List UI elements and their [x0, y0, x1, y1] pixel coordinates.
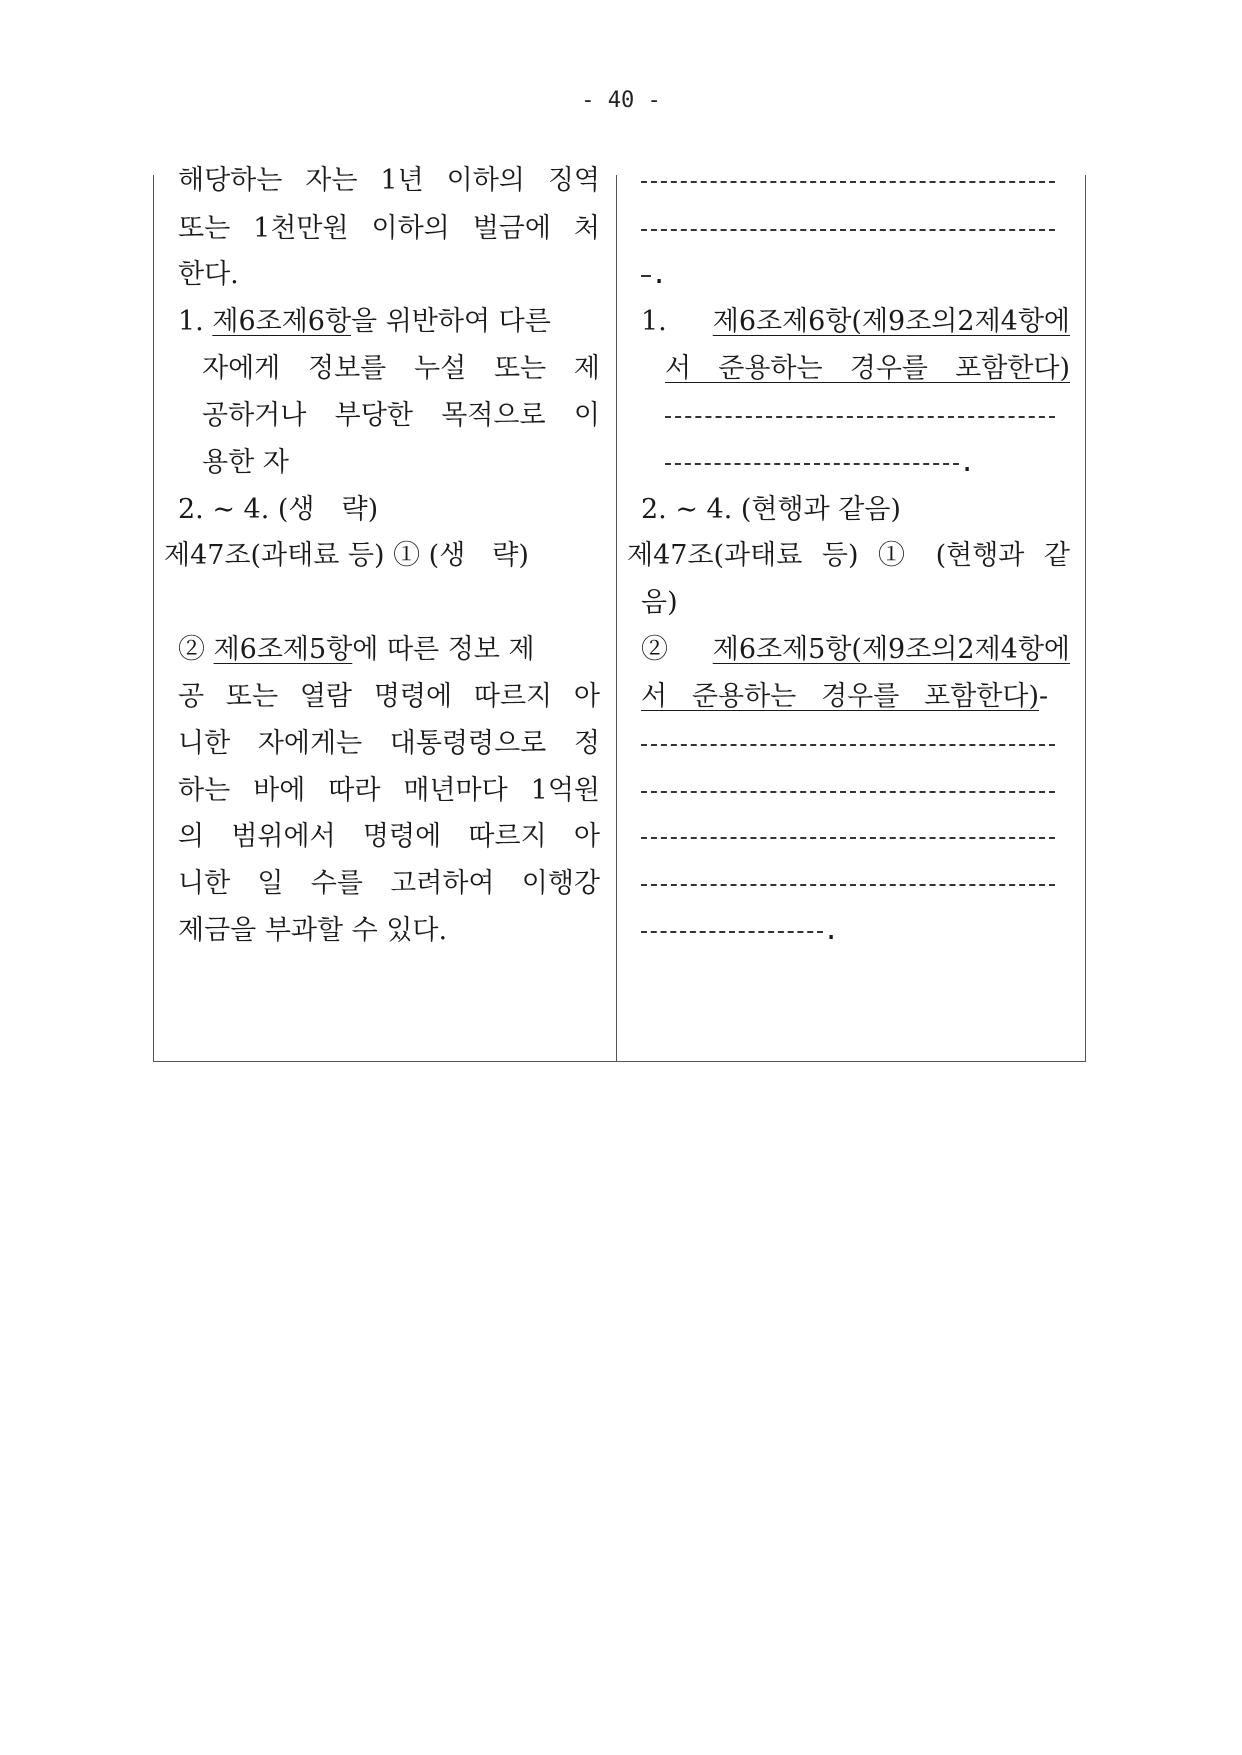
same-as-current-dashes	[641, 203, 1055, 255]
same-as-current-dashes	[665, 437, 975, 489]
current-law-column	[154, 165, 616, 1061]
amended-reference: 서 준용하는 경우를 포함한다)	[665, 353, 1070, 384]
period: .	[823, 915, 840, 946]
article-reference: 제6조제5항	[213, 634, 353, 665]
same-as-current-dashes	[641, 811, 1055, 863]
text-line: 용한 자	[202, 447, 289, 478]
page-number: - 40 -	[581, 88, 661, 113]
article-47-heading: 제47조(과태료 등) ① (현행과 같	[627, 540, 1070, 571]
amended-reference: 제6조제5항(제9조의2제4항에	[712, 634, 1070, 665]
text-line: 의 범위에서 명령에 따르지 아	[178, 821, 600, 852]
text-line: 음)	[641, 587, 678, 618]
same-as-current-dashes	[641, 155, 1055, 207]
period: .	[959, 447, 976, 478]
paragraph-text: 에 따른 정보 제	[352, 634, 535, 665]
text-line: 또는 1천만원 이하의 벌금에 처	[178, 213, 600, 244]
text-line: 하는 바에 따라 매년마다 1억원	[178, 775, 600, 806]
text-line: 한다.	[178, 259, 239, 290]
paragraph-2	[154, 624, 616, 676]
text-line: 니한 자에게는 대통령령으로 정	[178, 728, 600, 759]
amended-item-1	[617, 296, 1086, 348]
item-text: 을 위반하여 다른	[351, 306, 551, 337]
article-reference: 제6조제6항	[212, 306, 352, 337]
same-as-current-dashes	[641, 718, 1055, 770]
paragraph-number: ②	[641, 634, 687, 665]
text-line: 해당하는 자는 1년 이하의 징역	[178, 165, 600, 196]
same-as-current-dashes	[641, 858, 1055, 910]
amended-reference: 제6조제6항(제9조의2제4항에	[712, 306, 1070, 337]
text-line: 제금을 부과할 수 있다.	[178, 915, 448, 946]
paragraph-number: ②	[178, 634, 205, 665]
item-1	[154, 296, 616, 348]
same-as-current-dashes	[641, 249, 667, 301]
period: .	[651, 259, 668, 290]
amended-text-line	[617, 671, 1086, 723]
article-47-heading: 제47조(과태료 등) ① (생 략)	[164, 540, 529, 571]
text-line: 니한 일 수를 고려하여 이행강	[178, 868, 600, 899]
amended-text-line	[617, 343, 1086, 395]
text-line: 자에게 정보를 누설 또는 제	[202, 353, 600, 384]
amended-reference: 서 준용하는 경우를 포함한다)	[641, 681, 1039, 712]
amendment-column	[617, 175, 1086, 1061]
same-as-current-dashes	[665, 390, 1055, 442]
comparison-table	[153, 165, 1086, 1062]
items-2-4: 2. ∼ 4. (생 략)	[178, 494, 379, 525]
text-line: 공 또는 열람 명령에 따르지 아	[178, 681, 600, 712]
item-number: 1.	[641, 306, 667, 337]
text-line: 공하거나 부당한 목적으로 이	[202, 400, 600, 431]
amended-paragraph-2	[617, 624, 1086, 676]
same-as-current-dashes	[641, 765, 1055, 817]
dash-tail: -	[1039, 681, 1049, 712]
same-as-current-dashes	[641, 905, 839, 957]
item-number: 1.	[178, 306, 204, 337]
items-2-4: 2. ∼ 4. (현행과 같음)	[641, 494, 901, 525]
